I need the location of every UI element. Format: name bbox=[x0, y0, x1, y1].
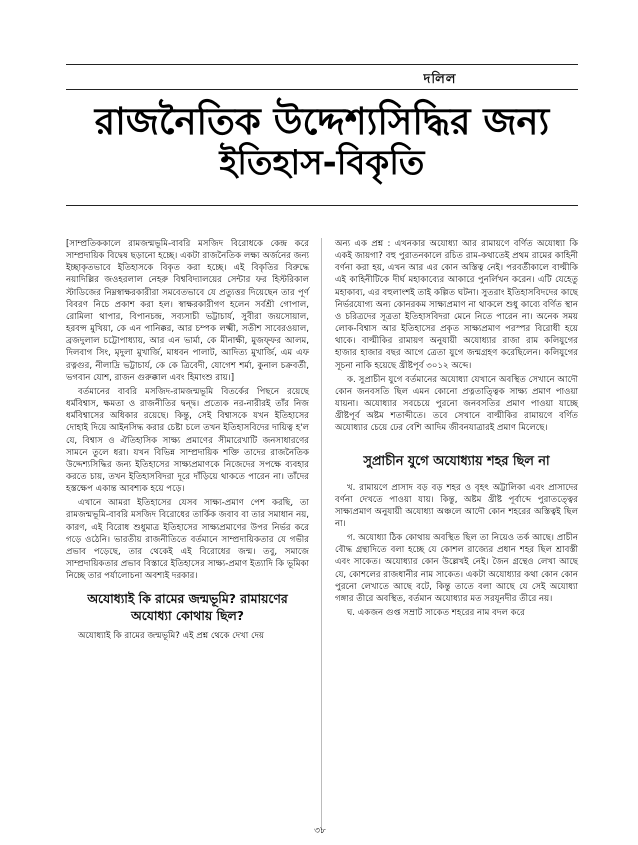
left-column bbox=[66, 238, 309, 645]
body-paragraph: ক. সুপ্রাচীন যুগে বর্তমানের অযোধ্যা যেখানে অবস্থিত সেখানে আদৌ কোন জনবসতি ছিল এমন কোনো প্রত্নতাত্ত্বিক সাক্ষ্য প্রমাণ পাওয়া যায়না। অযোধ্যার সবচেয়ে পুরনো জনবসতির প্রমাণ পাওয়া যাচ্ছে খ্রীষ্টপূর্ব অষ্টম শতাব্দীতে। তবে সেখানে বাল্মীকির রামায়ণে বর্ণিত অযোধ্যার চেয়ে ঢের বেশি আদিম জীবনযাত্রারই প্রমাণ মিলেছে। bbox=[335, 374, 578, 434]
top-rule bbox=[66, 64, 578, 65]
body-paragraph: গ. অযোধ্যা ঠিক কোথায় অবস্থিত ছিল তা নিয়েও তর্ক আছে। প্রাচীন বৌদ্ধ গ্রন্থাদিতে বলা হচ্ছে যে কোশল রাজ্যের প্রধান শহর ছিল শ্রাবস্তী এবং সাকেত। অযোধ্যার কোন উল্লেখই নেই। জৈন গ্রন্থেও লেখা আছে যে, কোশলের রাজধানীর নাম সাকেত। একটা অযোধ্যার কথা কোন কোন পুরনো লেখাতে আছে বটে, কিন্তু তাতে বলা আছে যে সেই অযোধ্যা গঙ্গার তীরে অবস্থিত, বর্তমান অযোধ্যার মত সরযূনদীর তীরে নয়। bbox=[335, 533, 578, 604]
section-heading: সুপ্রাচীন যুগে অযোধ্যায় শহর ছিল না bbox=[363, 453, 550, 469]
section-rule bbox=[66, 89, 578, 90]
right-column bbox=[335, 238, 578, 621]
body-paragraph: ঘ. একজন গুপ্ত সম্রাট সাকেত শহরের নাম বদল করে bbox=[347, 608, 525, 619]
section-label: দলিল bbox=[423, 72, 457, 87]
section-heading: অযোধ্যাই কি রামের জন্মভূমি? রামায়ণের অযোধ্যা কোথায় ছিল? bbox=[87, 591, 288, 624]
body-paragraph: বর্তমানের বাবরি মসজিদ-রামজন্মভূমি বিতর্কের পিছনে রয়েছে ধর্মবিশ্বাস, ক্ষমতা ও রাজনীতির দ্বন্দ্ব। প্রত্যেক নর-নারীরই তাঁর নিজ ধর্মবিশ্বাসের অধিকার রয়েছে। কিন্তু, সেই বিশ্বাসকে যখন ইতিহাসের দোহাই দিয়ে আইনসিদ্ধ করার চেষ্টা চলে তখন ইতিহাসবিদের দায়িত্ব হ'ল যে, বিশ্বাস ও ঐতিহাসিক সাক্ষ্য প্রমাণের সীমারেখাটি জনসাধারণের সামনে তুলে ধরা। যখন বিভিন্ন সাম্প্রদায়িক শক্তি তাদের রাজনৈতিক উদ্দেশ্যসিদ্ধির জন্য ইতিহাসের সাক্ষ্যপ্রমাণকে নিজেদের সপক্ষে ব্যবহার করতে চায়, তখন ইতিহাসবিদরা দূরে দাঁড়িয়ে থাকতে পারেন না। তাঁদের হস্তক্ষেপ একান্ত আবশ্যক হয়ে পড়ে। bbox=[66, 386, 309, 495]
title-rule bbox=[66, 205, 578, 206]
page-title-line-2: ইতিহাস-বিকৃতি bbox=[219, 143, 425, 183]
page-number: ৩৮ bbox=[314, 826, 326, 836]
body-paragraph: অযোধ্যাই কি রামের জন্মভূমি? এই প্রশ্ন থেকে দেখা দেয় bbox=[78, 631, 265, 642]
column-divider bbox=[321, 238, 322, 830]
page-title-line-1: রাজনৈতিক উদ্দেশ্যসিদ্ধির জন্য bbox=[94, 100, 550, 143]
body-paragraph: অন্য এক প্রশ্ন : এখনকার অযোধ্যা আর রামায়ণে বর্ণিত অযোধ্যা কি একই জায়গা? বহু পুরাতনকালে রচিত রাম-কথাতেই প্রথম রামের কাহিনী বর্ণনা করা হয়, এখন আর এর কোন অস্তিত্ব নেই। পরবর্তীকালে বাল্মীকি এই কাহিনীটিকে দীর্ঘ মহাকাব্যের আকারে পুনর্লিখন করেন। এটি যেহেতু মহাকাব্য, এর বহুলাংশই তাই কল্পিত ঘটনা। সুতরাং ইতিহাসবিদদের কাছে নির্ভরযোগ্য অন্য কোনরকম সাক্ষ্যপ্রমাণ না থাকলে শুধু কাব্যে বর্ণিত স্থান ও চরিত্রদের সূত্রতা ইতিহাসবিদরা মেনে নিতে পারেন না। অনেক সময় লোক-বিশ্বাস আর ইতিহাসের প্রকৃত সাক্ষ্যপ্রমাণ পরস্পর বিরোধী হয়ে থাকে। বাল্মীকির রামায়ণ অনুযায়ী অযোধ্যার রাজা রাম কলিযুগের হাজার হাজার বছর আগে ত্রেতা যুগে জন্মগ্রহণ করেছিলেন। কলিযুগের সূচনা নাকি হয়েছে খ্রীষ্টপূর্ব ৩০১২ অব্দে। bbox=[335, 239, 578, 371]
body-paragraph: এখানে আমরা ইতিহাসের যেসব সাক্ষ্য-প্রমাণ পেশ করছি, তা রামজন্মভূমি-বাবরি মসজিদ বিরোধের তার্কিক জবাব বা তার সমাধান নয়, কারণ, এই বিরোধ শুধুমাত্র ইতিহাসের সাক্ষ্যপ্রমাণের উপর নির্ভর করে গড়ে ওঠেনি। ভারতীয় রাজনীতিতে বর্তমানে সাম্প্রদায়িকতার যে গভীর প্রভাব পড়েছে, তার থেকেই এই বিরোধের জন্ম। তবু, সমাজে সাম্প্রদায়িকতার প্রভাব বিস্তারে ইতিহাসের সাক্ষ্য-প্রমাণ ইত্যাদি কি ভূমিকা নিচ্ছে তার পর্যালোচনা অবশ্যই দরকার। bbox=[66, 498, 309, 582]
intro-paragraph: [সাম্প্রতিককালে রামজন্মভূমি-বাবরি মসজিদ বিরোধকে কেন্দ্র করে সাম্প্রদায়িক বিদ্বেষ ছড়ানো হচ্ছে। একটা রাজনৈতিক লক্ষ্য অর্জনের জন্য ইচ্ছাকৃতভাবে ইতিহাসকে বিকৃত করা হচ্ছে। এই বিকৃতির বিরুদ্ধে নয়াদিল্লির জওহরলাল নেহরু বিশ্ববিদ্যালয়ের সেন্টার ফর হিস্টরিকাল স্টাডিজের নিম্নস্বাক্ষরকারীরা সমবেতভাবে যে প্রত্যুত্তর দিয়েছেন তার পূর্ণ বিবরণ নিচে প্রকাশ করা হল। স্বাক্ষরকারীগণ হলেন সর্বশ্রী গোপাল, রোমিলা থাপার, বিপানচন্দ্র, সব্যসাচী ভট্টাচার্য, সুবীরা জয়সোয়াল, হরবন্স মুখিয়া, কে এন পানিক্কর, আর চম্পক লক্ষ্মী, সতীশ সাবেরওয়াল, ব্রজদুলাল চট্টোপাধ্যায়, আর এন ভার্মা, কে মীনাক্ষী, মুজফ্ফর আলম, দিলবাগ সিং, মৃদুলা মুখার্জি, মাধবন পালাট, আদিত্য মুখার্জি, এম এফ রত্নগুর, নীলাদ্রি ভট্টাচার্য, কে কে ত্রিবেদী, যোগেশ শর্মা, কুনাল চক্রবর্তী, ভগবান যোশ, রাজন গুরুক্কাল এবং হিমাংশু রায়।] bbox=[66, 239, 309, 383]
body-paragraph: খ. রামায়ণে প্রাসাদ বড় বড় শহর ও বৃহৎ অট্টালিকা এবং প্রাসাদের বর্ণনা দেখতে পাওয়া যায়। কিন্তু, অষ্টম খ্রীষ্ট পূর্বাব্দে পুরাতত্ত্বের সাক্ষ্যপ্রমাণ অনুযায়ী অযোধ্যা অঞ্চলে আদৌ কোন শহরের অস্তিত্বই ছিল না। bbox=[335, 482, 578, 529]
